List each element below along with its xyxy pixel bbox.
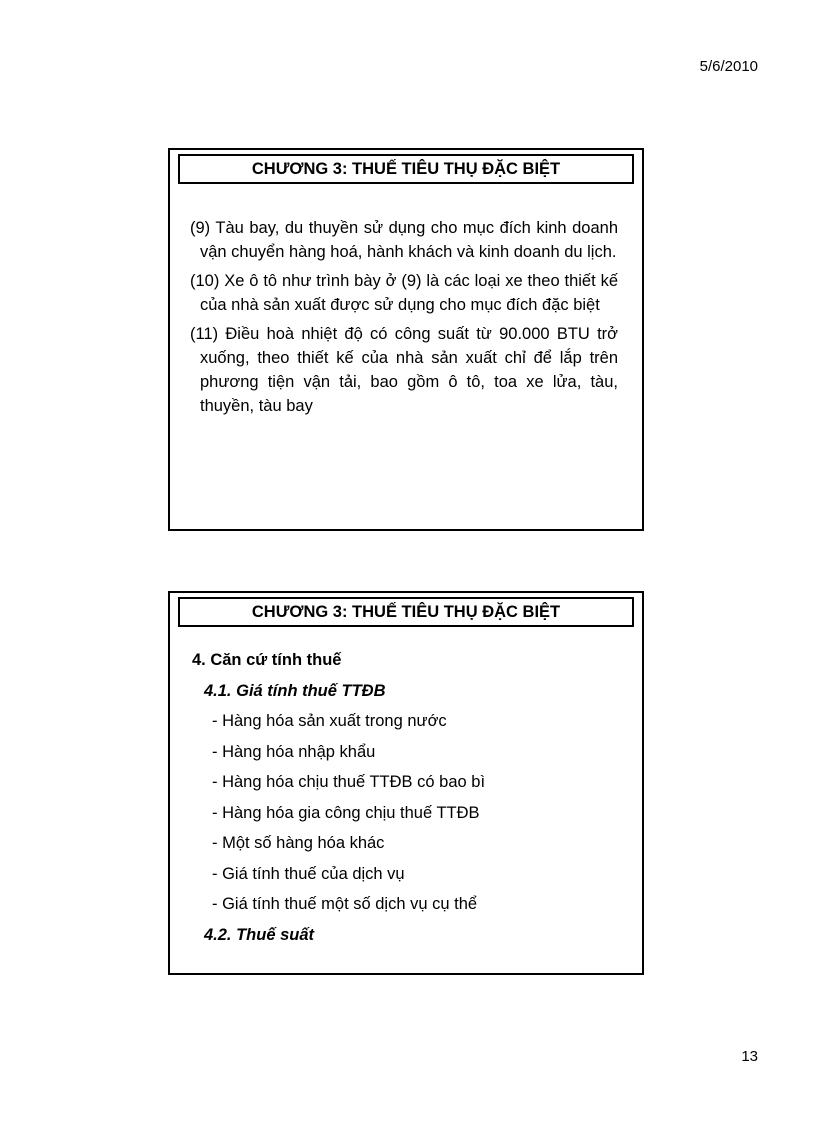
slide-1-title: CHƯƠNG 3: THUẾ TIÊU THỤ ĐẶC BIỆT [178,154,634,184]
list-item: - Hàng hóa sản xuất trong nước [212,712,447,730]
slide-1-body [190,216,618,423]
list-item: - Giá tính thuế của dịch vụ [212,864,405,883]
slide-1-item-11: (11) Điều hoà nhiệt độ có công suất từ 90.000 BTU trở xuống, theo thiết kế của nhà sản xuất chỉ để lắp trên phương tiện vận tải, bao gồm ô tô, toa xe lửa, tàu, thuyền, tàu bay [190,325,618,415]
section-heading: 4. Căn cứ tính thuế [192,651,342,669]
list-item: - Một số hàng hóa khác [212,834,385,852]
list-item: - Hàng hóa nhập khẩu [212,742,376,761]
page-number: 13 [741,1048,758,1065]
subsection-4-2: 4.2. Thuế suất [204,925,315,944]
slide-1 [168,148,644,531]
list-item: - Hàng hóa gia công chịu thuế TTĐB [212,803,480,822]
slide-1-item-10: (10) Xe ô tô như trình bày ở (9) là các loại xe theo thiết kế của nhà sản xuất được sử dụng cho mục đích đặc biệt [190,272,618,314]
list-item: - Hàng hóa chịu thuế TTĐB có bao bì [212,773,486,791]
slide-2 [168,591,644,975]
page-date: 5/6/2010 [699,58,758,75]
slide-2-body [192,645,622,950]
slide-2-title: CHƯƠNG 3: THUẾ TIÊU THỤ ĐẶC BIỆT [178,597,634,627]
subsection-4-1: 4.1. Giá tính thuế TTĐB [204,681,386,700]
list-item: - Giá tính thuế một số dịch vụ cụ thể [212,895,478,913]
slide-1-item-9: (9) Tàu bay, du thuyền sử dụng cho mục đích kinh doanh vận chuyển hàng hoá, hành khách và kinh doanh du lịch. [190,219,618,261]
